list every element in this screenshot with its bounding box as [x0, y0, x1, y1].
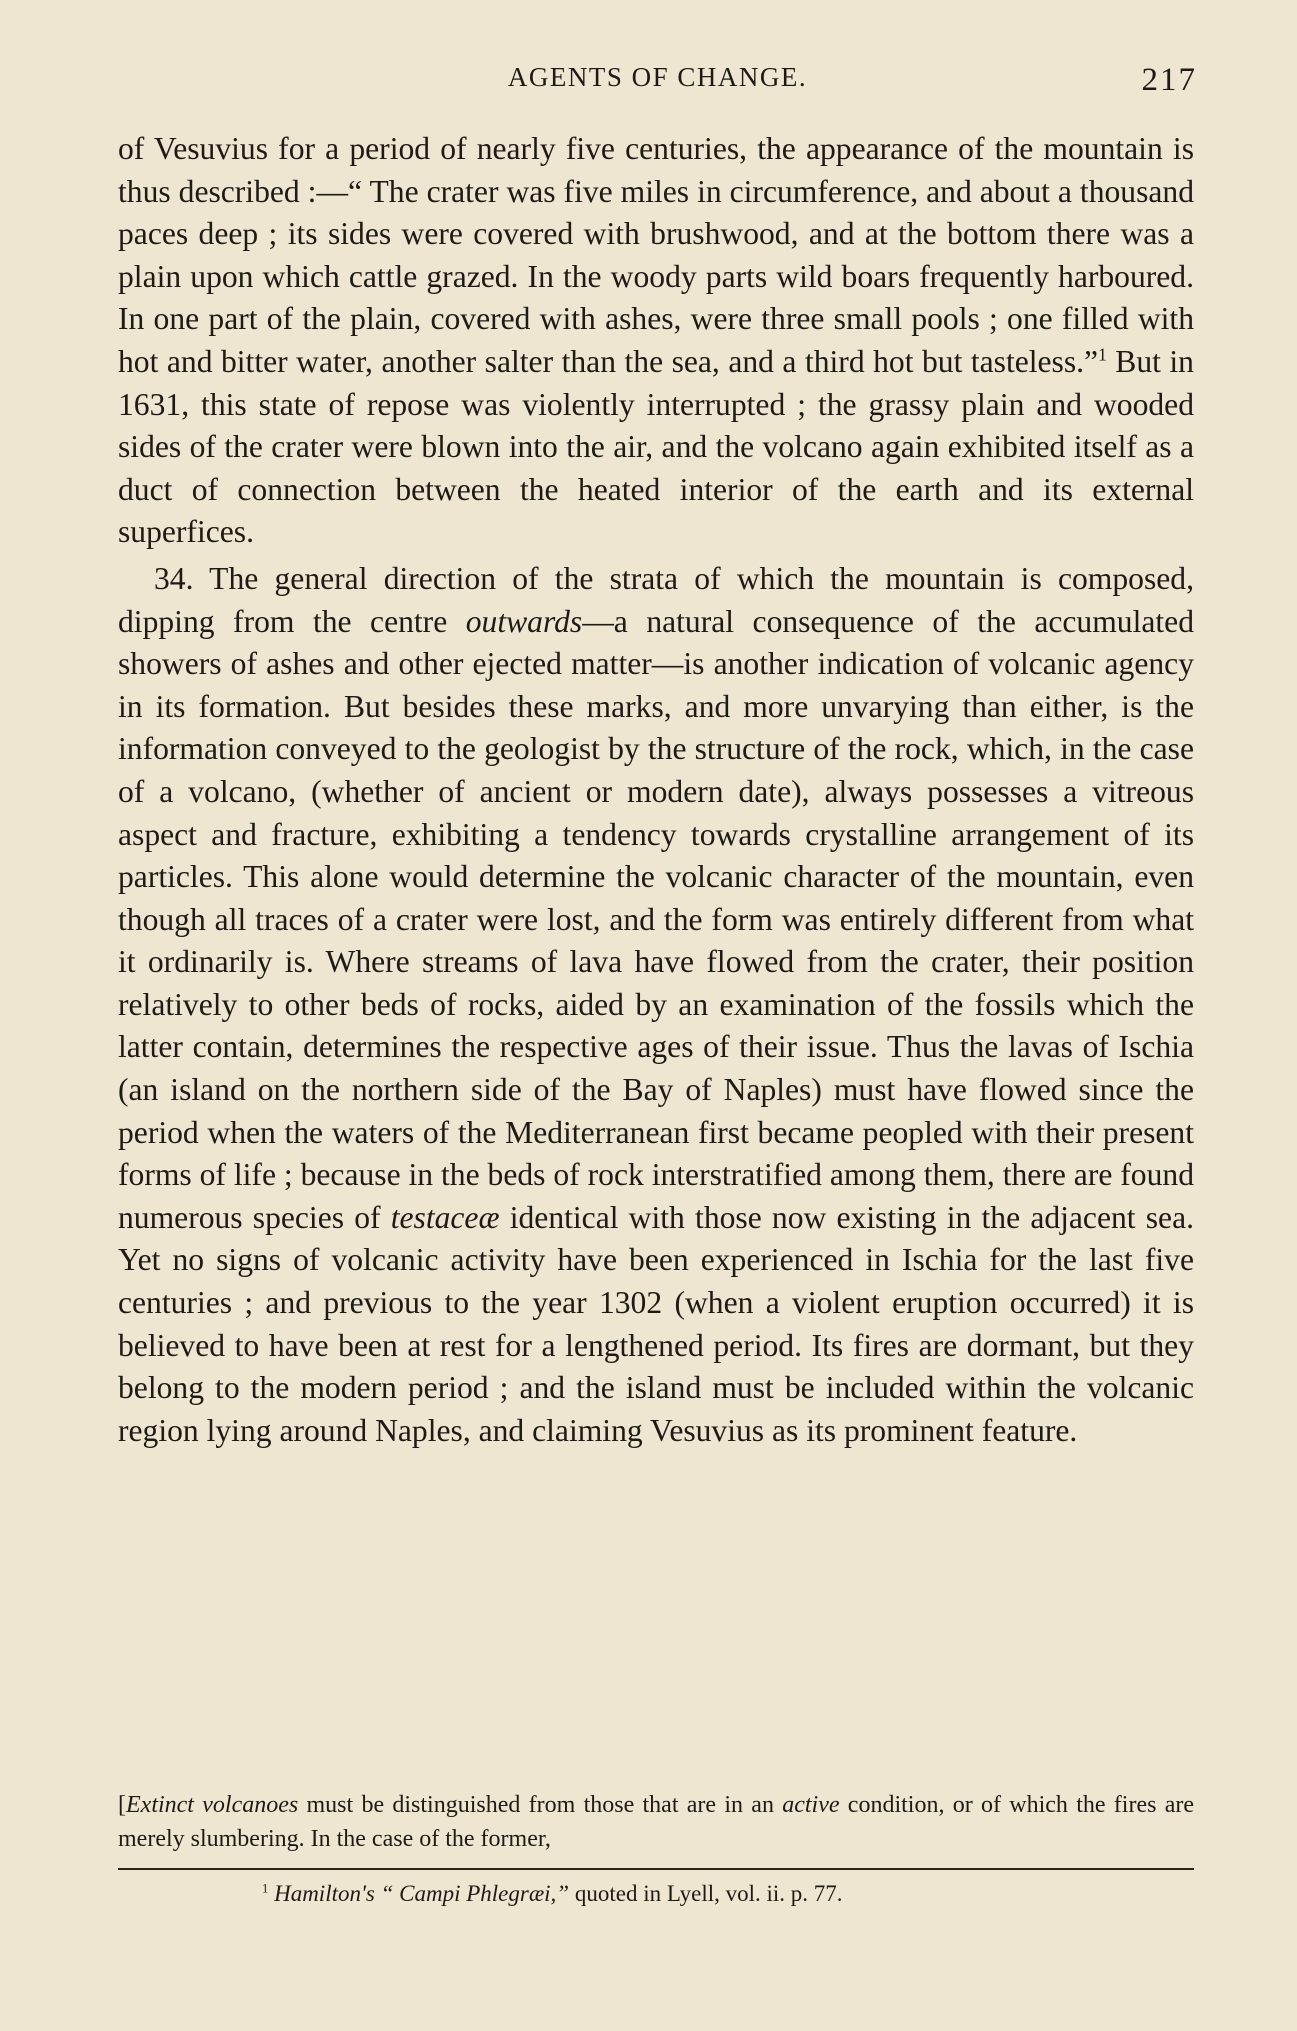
- note-text: must be distinguished from those that are in an: [298, 1792, 783, 1818]
- note-text-cont: condition, or of which the fires are merely slumbering. In the case of the former,: [118, 1792, 1195, 1852]
- page-number: 217: [1141, 62, 1197, 98]
- note-bracket: [: [118, 1792, 126, 1818]
- paragraph-1-text-cont: But in 1631, this state of repose was violently interrupted ; the grassy plain and wooded sides of the crater were blown into the air, and the volcano again exhibited itself as a duct of connection between the heated interior of the earth and its external superfices.: [118, 343, 1194, 550]
- paragraph-34-text-cont: —a natural consequence of the accumulated showers of ashes and other ejected matter—is another indication of volcanic agency in its formation. But besides these marks, and more unvarying than either, is the information conveyed to the geologist by the structure of the rock, which, in the case of a volcano, (whether of ancient or modern date), always possesses a vitreous aspect and fracture, exhibiting a tendency towards crystalline arrangement of its particles. This alone would determine the volcanic character of the mountain, even though all traces of a crater were lost, and the form was entirely different from what it ordinarily is. Where streams of lava have flowed from the crater, their position relatively to other beds of rocks, aided by an examination of the fossils which the latter contain, determines the respective ages of their issue. Thus the lavas of Ischia (an island on the northern side of the Bay of Naples) must have flowed since the period when the waters of the Mediterranean first became peopled with their present forms of life ; because in the beds of rock interstratified among them, there are found numerous species of: [118, 603, 1194, 1235]
- footnote: [262, 1878, 1162, 1910]
- paragraph-1: [118, 128, 1194, 554]
- paragraph-34: [118, 558, 1194, 1452]
- footnote-text: quoted in Lyell, vol. ii. p. 77.: [569, 1881, 843, 1906]
- paragraph-34-text: 34. The general direction of the strata of which the mountain is composed, dipping from the centre: [118, 560, 1194, 639]
- italic-testaceae: testaceæ: [390, 1199, 500, 1235]
- body-text: [118, 128, 1194, 1452]
- italic-extinct-volcanoes: Extinct volcanoes: [126, 1792, 299, 1818]
- page-header: [118, 62, 1197, 102]
- bracketed-note: [118, 1788, 1194, 1856]
- italic-active: active: [782, 1792, 840, 1818]
- running-head: AGENTS OF CHANGE.: [507, 62, 808, 92]
- paragraph-1-text: of Vesuvius for a period of nearly five centuries, the appearance of the mountain is thus described :—“ The crater was five miles in circumference, and about a thousand paces deep ; its sides were covered with brushwood, and at the bottom there was a plain upon which cattle grazed. In the woody parts wild boars frequently harboured. In one part of the plain, covered with ashes, were three small pools ; one filled with hot and bitter water, another salter than the sea, and a third hot but tasteless.”: [118, 131, 1194, 379]
- footnote-ref: 1: [1098, 345, 1107, 365]
- footnote-marker: 1: [262, 1881, 269, 1896]
- footnote-divider: [118, 1868, 1194, 1870]
- footnote-citation: Hamilton's “ Campi Phlegræi,”: [268, 1881, 570, 1906]
- paragraph-34-text-end: identical with those now existing in the adjacent sea. Yet no signs of volcanic activity have been experienced in Ischia for the last five centuries ; and previous to the year 1302 (when a violent eruption occurred) it is believed to have been at rest for a lengthened period. Its fires are dormant, but they belong to the modern period ; and the island must be included within the volcanic region lying around Naples, and claiming Vesuvius as its prominent feature.: [118, 1199, 1194, 1448]
- italic-outwards: outwards: [465, 603, 583, 639]
